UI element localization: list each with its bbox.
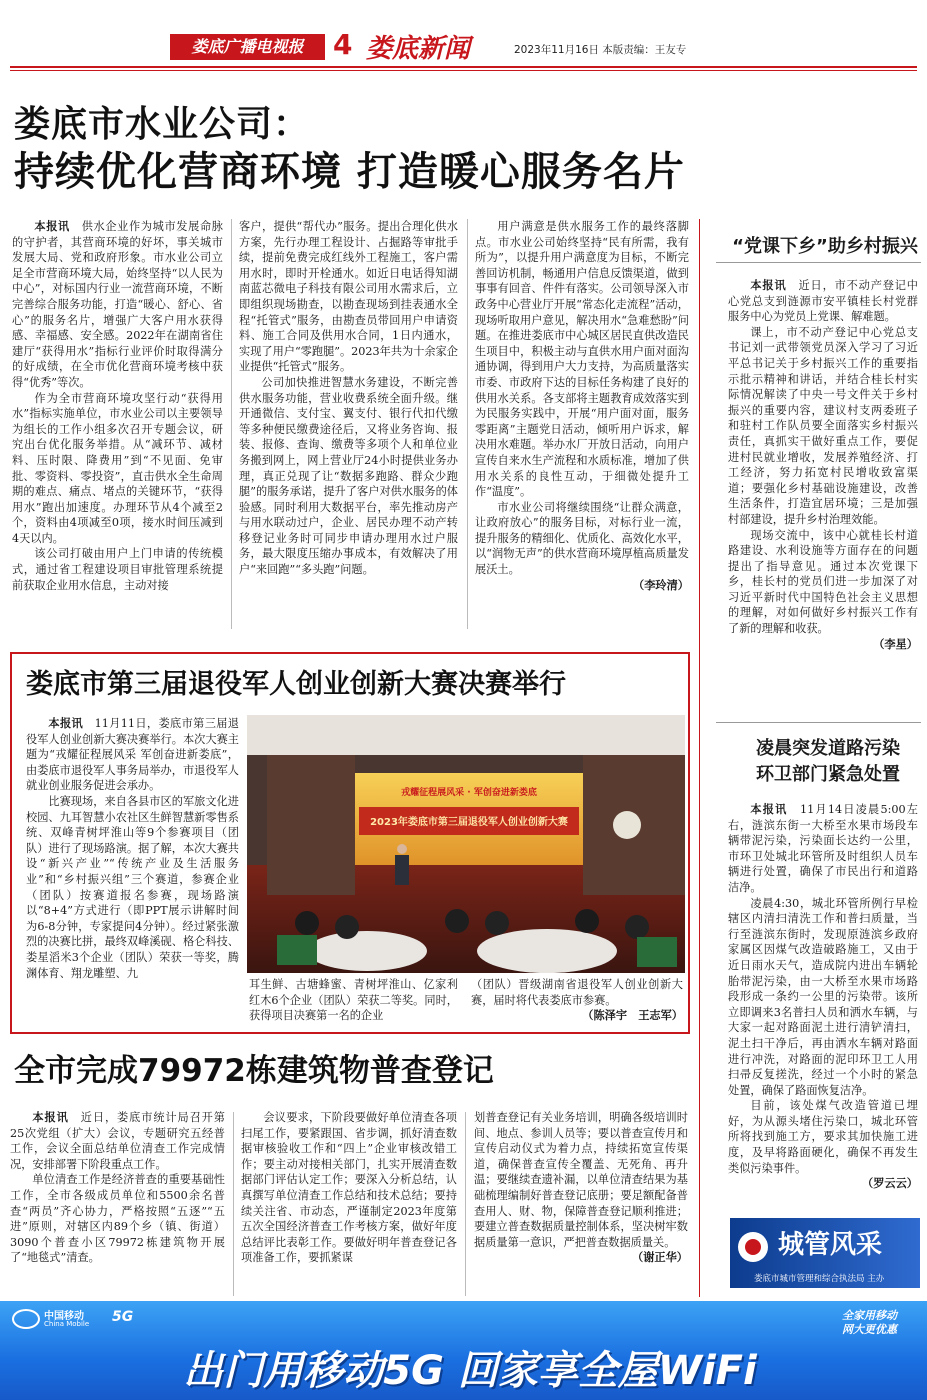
ad-slogan-small-2: 网大更优惠: [842, 1323, 897, 1336]
title-rule: [716, 262, 921, 263]
veteran-paragraph: 耳生鲜、古塘蜂蜜、青树坪淮山、亿家利红木6个企业（团队）荣获二等奖。同时，获得项目决赛第一名的企业: [249, 978, 458, 1023]
chengguan-banner: [730, 1218, 920, 1288]
column-divider: [467, 219, 468, 629]
byline-author: （谢正华）: [632, 1250, 688, 1265]
sidebar-paragraph: 近日，市不动产登记中心党总支到涟源市安平镇桂长村党群服务中心为党员上党课、解难题。: [728, 279, 918, 324]
lead-paragraph: 作为全市营商环境攻坚行动“获得用水”指标实施单位，市水业公司以主要领导为组长的工作小组多次召开专题会议，研究出台优化服务举措。从“减环节、减材料、压时限、降费用”到“不见面、免审批、零资料、零投资”，直击供水全生命周期的难点、痛点、堵点的关键环节，“获得用水”跑出加速度。办理环节从4个减至2个，资料由4项减至0项，接水时间压减到4天以内。: [12, 391, 223, 545]
lead-pretitle: 娄底市水业公司：: [14, 104, 311, 145]
lead-column-1: [12, 219, 223, 621]
newspaper-logo: 娄底广播电视报: [170, 34, 325, 60]
byline-author: （李星）: [873, 636, 918, 651]
census-paragraph: 单位清查工作是经济普查的重要基础性工作，全市各级成员单位和5500余名普查“两员”齐心协力，严格按照“五逐”“五进”原则，对辖区内89个乡（镇、街道）3090个普查小区79972栋建筑物开展了“地毯式”清查。: [10, 1173, 225, 1265]
banner-title: 城管风采: [778, 1230, 883, 1260]
census-column-3: [474, 1110, 688, 1296]
veteran-column-3: [471, 977, 683, 1031]
byline-lead: 本报讯: [32, 1111, 69, 1124]
sidebar-paragraph: 11月14日凌晨5:00左右，涟滨东街一大桥至水果市场段车辆带泥污染，污染面长达约一公里，市环卫处城北环管所及时组织人员车辆进行处置，确保了市民出行和道路洁净。: [728, 803, 918, 894]
sidebar-paragraph: 课上，市不动产登记中心党总支书记刘一武带领党员深入学习了习近平总书记关于乡村振兴工作的重要指示批示精神和讲话，并结合桂长村实际情况解读了中央一号文件关于乡村振兴的重要内容，建议村支两委班子和驻村工作队员要全面落实乡村振兴责任，真抓实干做好重点工作，要促进村民就业增收，发展养殖经济、打工经济，努力拓宽村民增收致富渠道；要强化乡村基础设施建设，改善生活条件，打造宜居环境；三是加强村部建设，提升乡村治理效能。: [728, 325, 918, 526]
sidebar-paragraph: 现场交流中，该中心就桂长村道路建设、水利设施等方面存在的问题提出了指导意见。通过本次党课下乡，桂长村的党员们进一步加深了对习近平新时代中国特色社会主义思想的理解，对如何做好乡村振兴工作有了新的理解和收获。: [728, 528, 918, 636]
sidebar-paragraph: 目前，该处煤气改造管道已埋好，为从源头堵住污染口，城北环管所将找到施工方，要求其加快施工进度，及早将路面硬化，确保不再发生类似污染事件。: [728, 1099, 918, 1175]
veteran-column-2: [249, 977, 458, 1031]
advertisement-banner: [0, 1301, 927, 1400]
photo-banner-top: 戎耀征程展风采 · 军创奋进新娄底: [401, 788, 537, 798]
contest-photo-illustration: [247, 715, 685, 973]
sidebar-story1-title: “党课下乡”助乡村振兴: [732, 236, 918, 257]
census-paragraph: 划普查登记有关业务培训，明确各级培训时间、地点、参训人员等；要以普查宣传月和宣传启动仪式为着力点，持续拓宽宣传渠道，确保普查宣传全覆盖、无死角、再升温；要继续查遗补漏，以单位清查结果为基础梳理编制好普查登记底册；要足额配备普查用人、财、物，保障普查登记顺利推进；要建立普查数据质量控制体系，坚决树牢数据质量第一意识，严把普查数据质量关。: [474, 1111, 688, 1249]
byline-lead: 本报讯: [34, 220, 70, 233]
lead-paragraph: 公司加快推进智慧水务建设，不断完善供水服务功能，营业收费系统全面升级。继开通微信、支付宝、翼支付、银行代扣代缴等多种便民缴费途径后，又将业务咨询、报装、报修、查询、缴费等多项个人和单位业务搬到网上，网上营业厅24小时提供业务办理，真正兑现了让“数据多跑路、群众少跑腿”的服务承诺，提升了客户对供水服务的体验感。同时利用大数据平台，率先推动房产与用水联动过户，企业、居民办理不动产转移登记业务时可同步申请办理用水过户服务，最大限度压缩办事成本，有效解决了用户“来回跑”“多头跑”问题。: [239, 375, 458, 577]
section-title: 娄底新闻: [366, 34, 471, 64]
page-number: 4: [333, 28, 353, 61]
sidebar-divider: [699, 219, 700, 1297]
veteran-paragraph: （团队）晋级湖南省退役军人创业创新大赛，届时将代表娄底市参赛。: [471, 978, 683, 1007]
masthead-rule-thin: [10, 70, 917, 71]
census-column-2: [241, 1110, 457, 1296]
census-paragraph: 近日，娄底市统计局召开第25次党组（扩大）会议，专题研究五经普工作，会议全面总结单位清查工作完成情况，安排部署下阶段重点工作。: [10, 1111, 225, 1171]
emblem-icon: [738, 1232, 768, 1262]
sidebar-paragraph: 凌晨4:30，城北环管所例行早检辖区内清扫清洗工作和普扫质量，当行至涟滨东街时，发现原涟滨乡政府家属区因煤气改造破路施工，又由于近日雨水天气，造成院内进出车辆轮胎带泥污染，由一大桥至水果市场路段形成一条约一公里的污染带。该所立即调来3名普扫人员和洒水车辆，与大家一起对路面泥土进行清铲清扫，泥土扫干净后，再由洒水车辆对路面进行冲洗，对路面的泥印环卫工人用扫帚反复搓洗，经过一个小时的紧急处置，确保了路面恢复洁净。: [728, 896, 918, 1097]
sidebar-story1-body: [728, 278, 918, 708]
date-editor-line: 2023年11月16日 本版责编：王友专: [514, 44, 687, 56]
byline-author: （罗云云）: [862, 1176, 918, 1191]
lead-paragraph: 该公司打破由用户上门申请的传统模式，通过省工程建设项目审批管理系统提前获取企业用水信息，主动对接: [12, 547, 223, 592]
byline-lead: 本报讯: [750, 803, 788, 816]
sidebar-story2-title-line2: 环卫部门紧急处置: [756, 764, 900, 785]
census-headline: 全市完成79972栋建筑物普查登记: [14, 1053, 494, 1089]
lead-column-2: [239, 219, 458, 629]
banner-subtitle: 娄底市城市管理和综合执法局 主办: [754, 1274, 885, 1284]
ad-slogan: 出门用移动5G 回家享全屋WiFi: [183, 1348, 757, 1394]
ad-brand-en: China Mobile: [44, 1320, 90, 1328]
sidebar-story2-title: [728, 736, 927, 788]
veteran-paragraph: 11月11日，娄底市第三届退役军人创业创新大赛决赛举行。本次大赛主题为“戎耀征程展风采 军创奋进新娄底”，由娄底市退役军人事务局举办，市退役军人就业创业服务促进会承办。: [26, 717, 239, 793]
veteran-column-1: [26, 716, 239, 1028]
byline-lead: 本报讯: [48, 717, 84, 730]
lead-headline: 持续优化营商环境 打造暖心服务名片: [14, 149, 685, 195]
ad-brand-cn: 中国移动: [44, 1311, 84, 1322]
ad-5g-badge: 5G: [112, 1309, 134, 1325]
lead-paragraph: 供水企业作为城市发展命脉的守护者，其营商环境的好坏，事关城市发展大局、党和政府形象。市水业公司立足全市营商环境大局，始终坚持“以人民为中心”，对标国内行业一流营商环境，不断完善综合服务功能，打造“暖心、舒心、省心”的服务名片，增强广大客户用水获得感、幸福感、安全感。2022年在湖南省住建厅“获得用水”指标行业评价时取得满分的好成绩，在全市优化营商环境考核中获得“优秀”等次。: [12, 220, 223, 389]
byline-lead: 本报讯: [750, 279, 787, 292]
masthead-rule: [10, 66, 917, 68]
veteran-headline: 娄底市第三届退役军人创业创新大赛决赛举行: [26, 669, 566, 700]
china-mobile-logo-icon: [12, 1309, 40, 1329]
byline-author: （李玲清）: [633, 577, 689, 592]
sidebar-story2-title-line1: 凌晨突发道路污染: [756, 738, 900, 759]
column-divider: [465, 1112, 466, 1296]
ad-slogan-small-1: 全家用移动: [842, 1309, 897, 1322]
census-paragraph: 会议要求，下阶段要做好单位清查各项扫尾工作，要紧跟国、省步调，抓好清查数据审核验收工作和“四上”企业审核改错工作；要主动对接相关部门，扎实开展清查数据部门评估认定工作；要深入分析总结，认真撰写单位清查工作总结和技术总结；要持续关注省、市动态，严谨制定2023年度第五次全国经济普查工作考核方案，做好年度总结评比表彰工作。要做好明年普查登记各项准备工作，要抓紧谋: [241, 1111, 457, 1265]
sidebar-story2-body: [728, 802, 918, 1210]
lead-column-3: [475, 219, 689, 629]
lead-paragraph: 客户，提供“帮代办”服务。提出合理化供水方案，先行办理工程设计、占掘路等审批手续，提前免费完成红线外工程施工，客户需用水时，即时开栓通水。如近日电话得知湖南蓝芯微电子科技有限公司用水需求后，立即组织现场勘查，以勘查现场到挂表通水全程“托管式”服务，由勘查员带回用户申请资料、施工合同及供用水合同，1日内通水，实现了用户“零跑腿”。2023年共为十余家企业提供“托管式”服务。: [239, 220, 458, 374]
byline-author: （陈泽宇 王志军）: [582, 1008, 683, 1023]
column-divider: [231, 219, 232, 629]
contest-photo: [247, 715, 685, 973]
census-column-1: [10, 1110, 225, 1296]
section-rule: [716, 722, 921, 723]
lead-paragraph: 用户满意是供水服务工作的最终落脚点。市水业公司始终坚持“民有所需，我有所为”，以提升用户满意度为目标，不断完善回访机制，畅通用户信息反馈渠道，做到事事有回音、件件有落实。公司领导深入市政务中心营业厅开展“常态化走流程”活动，现场听取用户意见，解决用水“急难愁盼”问题。在推进娄底市中心城区居民直供改造民生项目中，积极主动与直供水用户面对面沟通协调，得到用户大力支持，为高质量落实市委、市政府下达的目标任务构建了良好的供用水关系。各支部将主题教育成效落实到为民服务实践中，开展“用户面对面，服务零距离”主题党日活动，倾听用户诉求，解决用水难题。举办水厂开放日活动，向用户宣传自来水生产流程和水质标准，增加了供用水关系的良性互动，于细微处提升工作“温度”。: [475, 220, 689, 499]
photo-banner-main: 2023年娄底市第三届退役军人创业创新大赛: [370, 817, 568, 828]
lead-paragraph: 市水业公司将继续围绕“让群众满意，让政府放心”的服务目标，对标行业一流，提升服务的精细化、优质化、高效化水平，以“润物无声”的供水营商环境厚植高质量发展沃土。: [475, 500, 689, 577]
column-divider: [233, 1112, 234, 1296]
veteran-paragraph: 比赛现场，来自各县市区的军旅文化进校园、九耳智慧小农社区生鲜智慧新零售系统、双峰青树坪淮山等9个参赛项目（团队）进行了现场路演。据了解，本次大赛共设“新兴产业”“传统产业及生活服务业”和“乡村振兴组”三个赛道，参赛企业（团队）按赛道报名参赛，现场路演以“8+4”方式进行（即PPT展示讲解时间为6-8分钟，专家提问4分钟）。经过紧张激烈的决赛比拼，最终双峰溪砚、格仑科技、娄星滔米3个企业（团队）荣获一等奖，腾渊体育、翔龙雕塑、九: [26, 794, 239, 980]
